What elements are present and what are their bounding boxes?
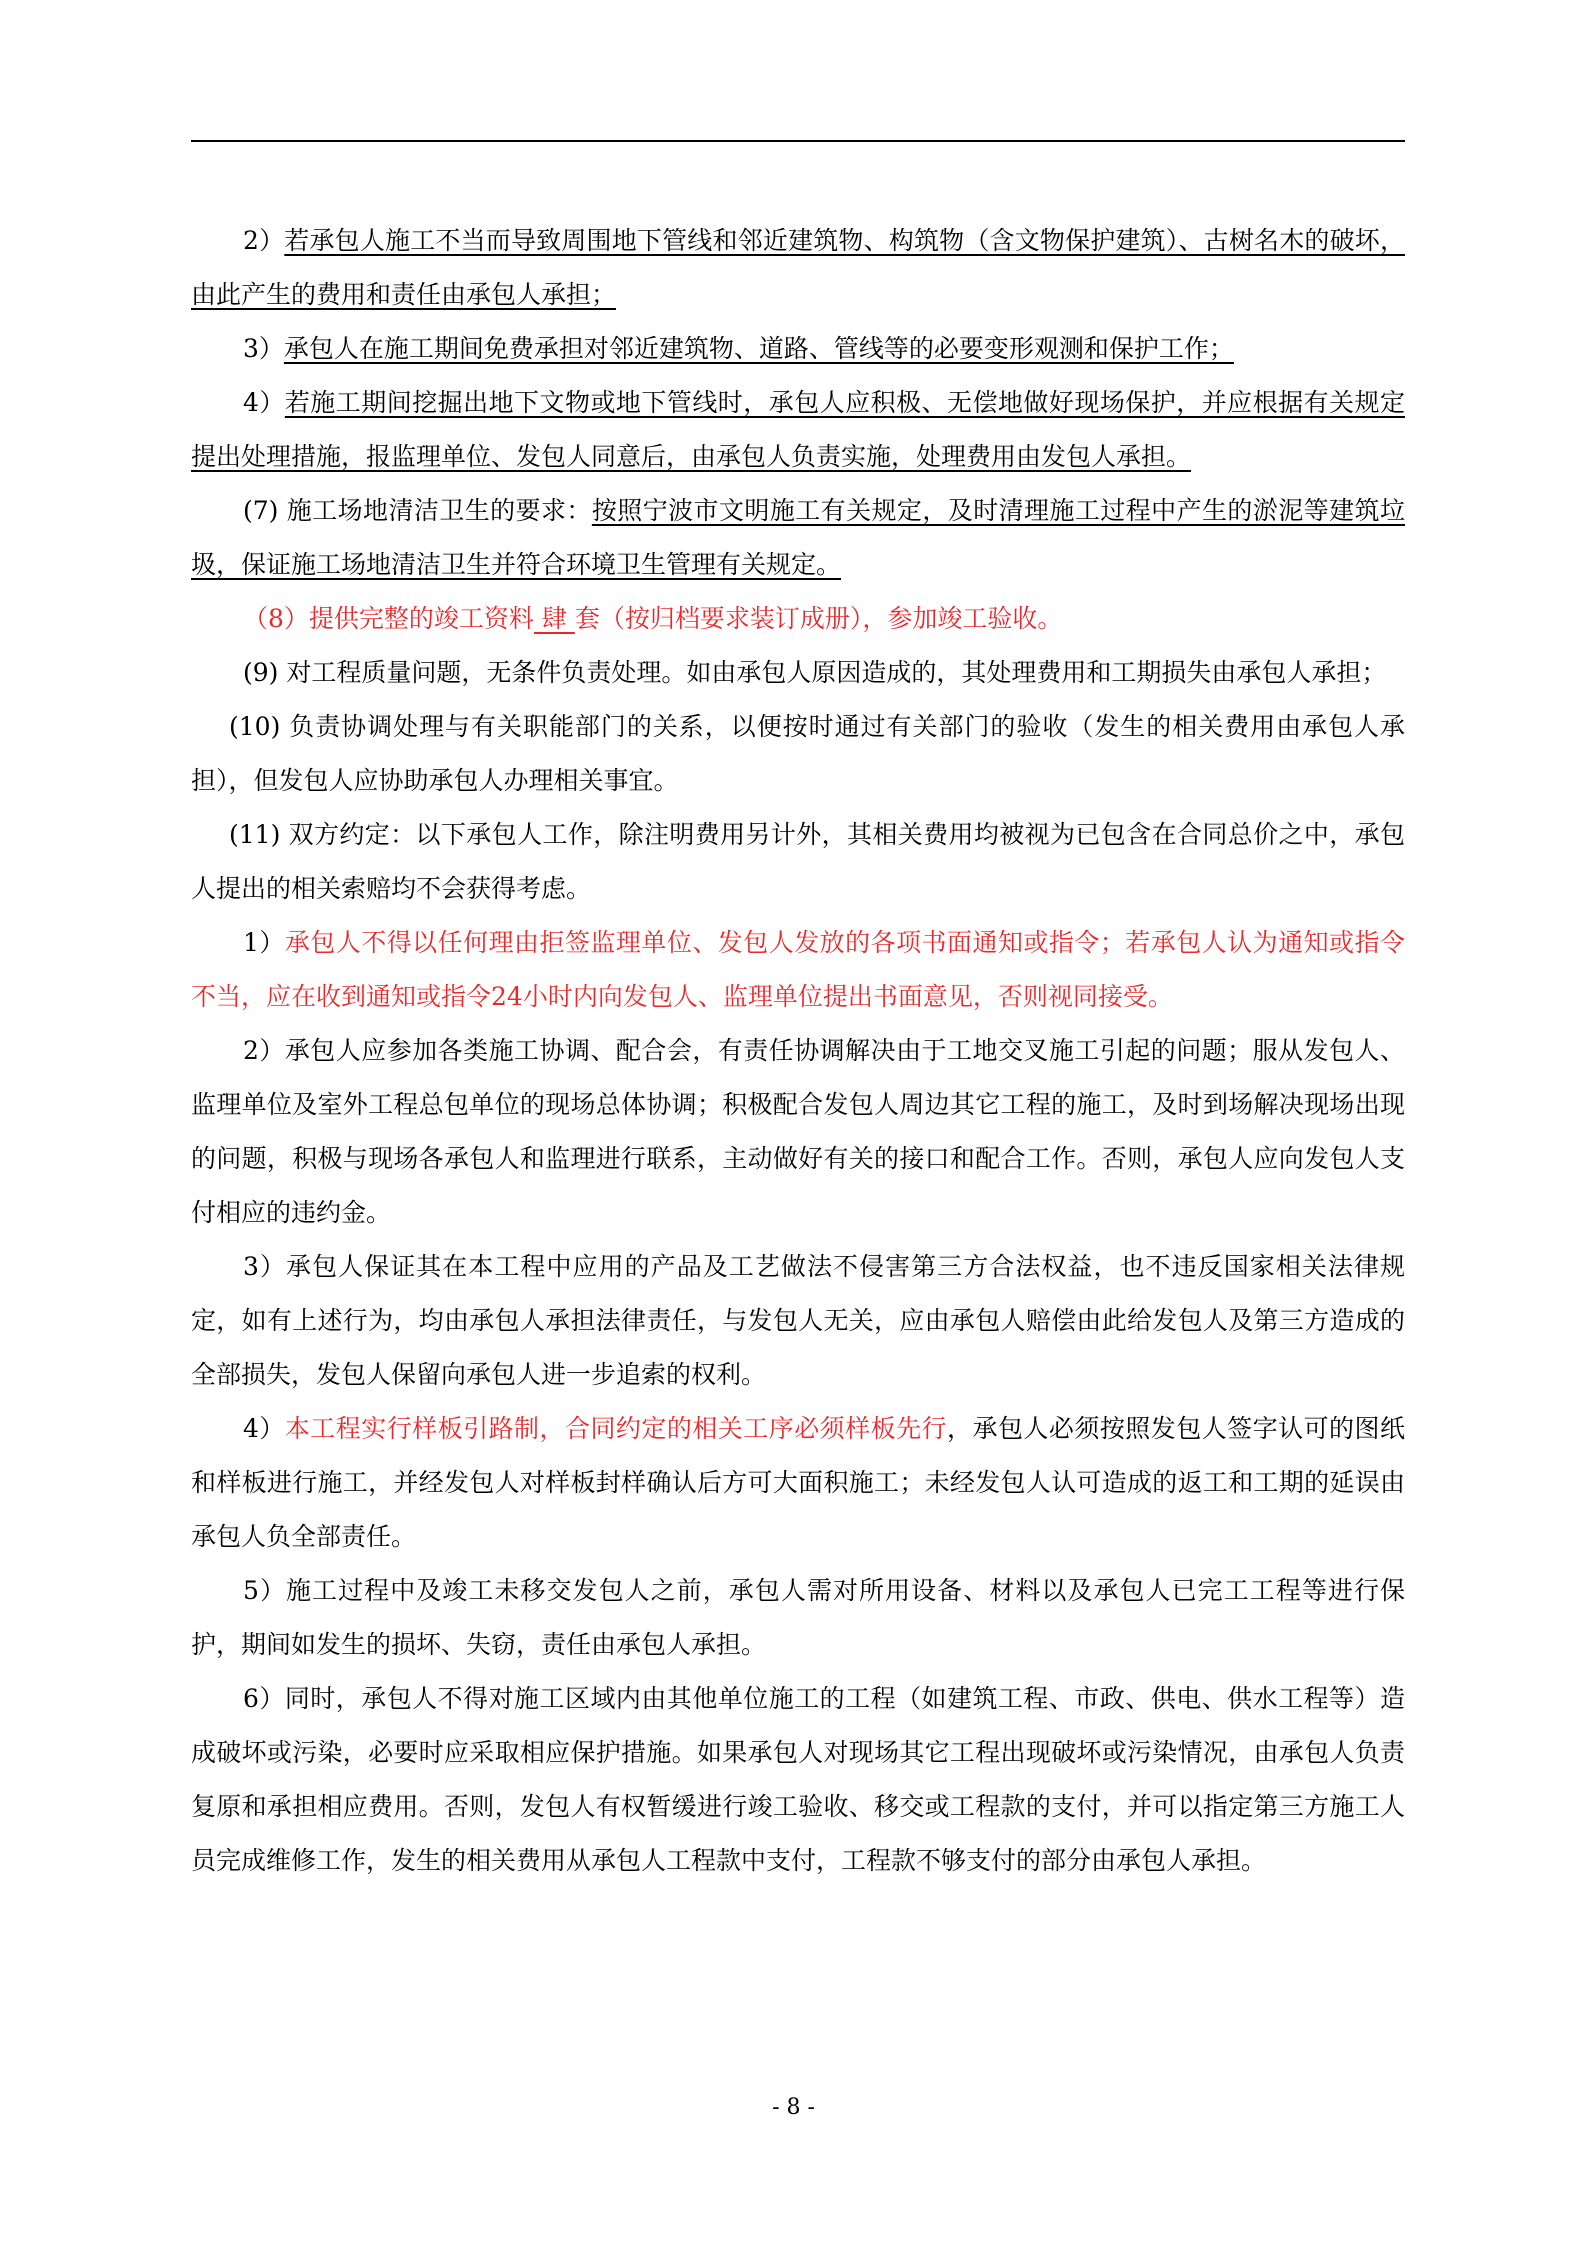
text-run: 4）	[243, 388, 285, 417]
paragraph	[191, 592, 1405, 646]
text-run: 若承包人施工不当而导致周围地下管线和邻近建筑物、构筑物（含文物保护建筑）、古树名木的破坏，由此产生的费用和责任由承包人承担；	[191, 226, 1405, 309]
text-run: 按照宁波市文明施工有关规定，及时清理施工过程中产生的淤泥等建筑垃圾，保证施工场地清洁卫生并符合环境卫生管理有关规定。	[191, 496, 1405, 579]
text-run: 3）承包人保证其在本工程中应用的产品及工艺做法不侵害第三方合法权益，也不违反国家相关法律规定，如有上述行为，均由承包人承担法律责任，与发包人无关，应由承包人赔偿由此给发包人及第三方造成的全部损失，发包人保留向承包人进一步追索的权利。	[191, 1252, 1405, 1389]
text-run: (7) 施工场地清洁卫生的要求：	[243, 496, 592, 525]
text-run: 5）施工过程中及竣工未移交发包人之前，承包人需对所用设备、材料以及承包人已完工工程等进行保护，期间如发生的损坏、失窃，责任由承包人承担。	[191, 1576, 1405, 1659]
paragraph	[191, 1024, 1405, 1240]
paragraph	[191, 214, 1405, 322]
text-run: 2）承包人应参加各类施工协调、配合会，有责任协调解决由于工地交叉施工引起的问题；服从发包人、监理单位及室外工程总包单位的现场总体协调；积极配合发包人周边其它工程的施工，及时到场解决现场出现的问题，积极与现场各承包人和监理进行联系，主动做好有关的接口和配合工作。否则，承包人应向发包人支付相应的违约金。	[191, 1036, 1405, 1227]
text-run: ，承包人必须按照发包人签字认可的图纸和样板进行施工，并经发包人对样板封样确认后方可大面积施工；未经发包人认可造成的返工和工期的延误由承包人负全部责任。	[191, 1414, 1405, 1551]
paragraph	[191, 808, 1405, 916]
text-run: 1）	[243, 928, 285, 957]
paragraph	[191, 1672, 1405, 1888]
text-run: (10) 负责协调处理与有关职能部门的关系，以便按时通过有关部门的验收（发生的相关费用由承包人承担），但发包人应协助承包人办理相关事宜。	[191, 712, 1405, 795]
text-run: （8）提供完整的竣工资料	[243, 604, 534, 633]
text-run: 承包人在施工期间免费承担对邻近建筑物、道路、管线等的必要变形观测和保护工作；	[283, 334, 1234, 363]
text-run: 本工程实行样板引路制，合同约定的相关工序必须样板先行	[284, 1414, 948, 1443]
paragraph	[191, 376, 1405, 484]
text-run: 肆	[533, 604, 575, 633]
paragraph	[191, 916, 1405, 1024]
text-run: 若施工期间挖掘出地下文物或地下管线时，承包人应积极、无偿地做好现场保护，并应根据有关规定提出处理措施，报监理单位、发包人同意后，由承包人负责实施，处理费用由发包人承担。	[191, 388, 1405, 471]
text-run: 3）	[243, 334, 284, 363]
document-body	[191, 214, 1405, 1888]
text-run: 2）	[243, 226, 285, 255]
text-run: (9) 对工程质量问题，无条件负责处理。如由承包人原因造成的，其处理费用和工期损失由承包人承担；	[243, 658, 1387, 687]
paragraph	[191, 646, 1405, 700]
text-run: 6）同时，承包人不得对施工区域内由其他单位施工的工程（如建筑工程、市政、供电、供水工程等）造成破坏或污染，必要时应采取相应保护措施。如果承包人对现场其它工程出现破坏或污染情况，由承包人负责复原和承担相应费用。否则，发包人有权暂缓进行竣工验收、移交或工程款的支付，并可以指定第三方施工人员完成维修工作，发生的相关费用从承包人工程款中支付，工程款不够支付的部分由承包人承担。	[191, 1684, 1405, 1875]
text-run: 4）	[243, 1414, 285, 1443]
paragraph	[191, 322, 1405, 376]
paragraph	[191, 1240, 1405, 1402]
text-run: 承包人不得以任何理由拒签监理单位、发包人发放的各项书面通知或指令；若承包人认为通知或指令不当，应在收到通知或指令24小时内向发包人、监理单位提出书面意见，否则视同接受。	[191, 928, 1405, 1011]
paragraph	[191, 484, 1405, 592]
text-run: 套（按归档要求装订成册），参加竣工验收。	[574, 604, 1063, 633]
paragraph	[191, 1402, 1405, 1564]
page-number: - 8 -	[772, 2095, 815, 2120]
text-run: (11) 双方约定：以下承包人工作，除注明费用另计外，其相关费用均被视为已包含在合同总价之中，承包人提出的相关索赔均不会获得考虑。	[191, 820, 1405, 903]
header-rule	[191, 140, 1405, 142]
paragraph	[191, 1564, 1405, 1672]
paragraph	[191, 700, 1405, 808]
